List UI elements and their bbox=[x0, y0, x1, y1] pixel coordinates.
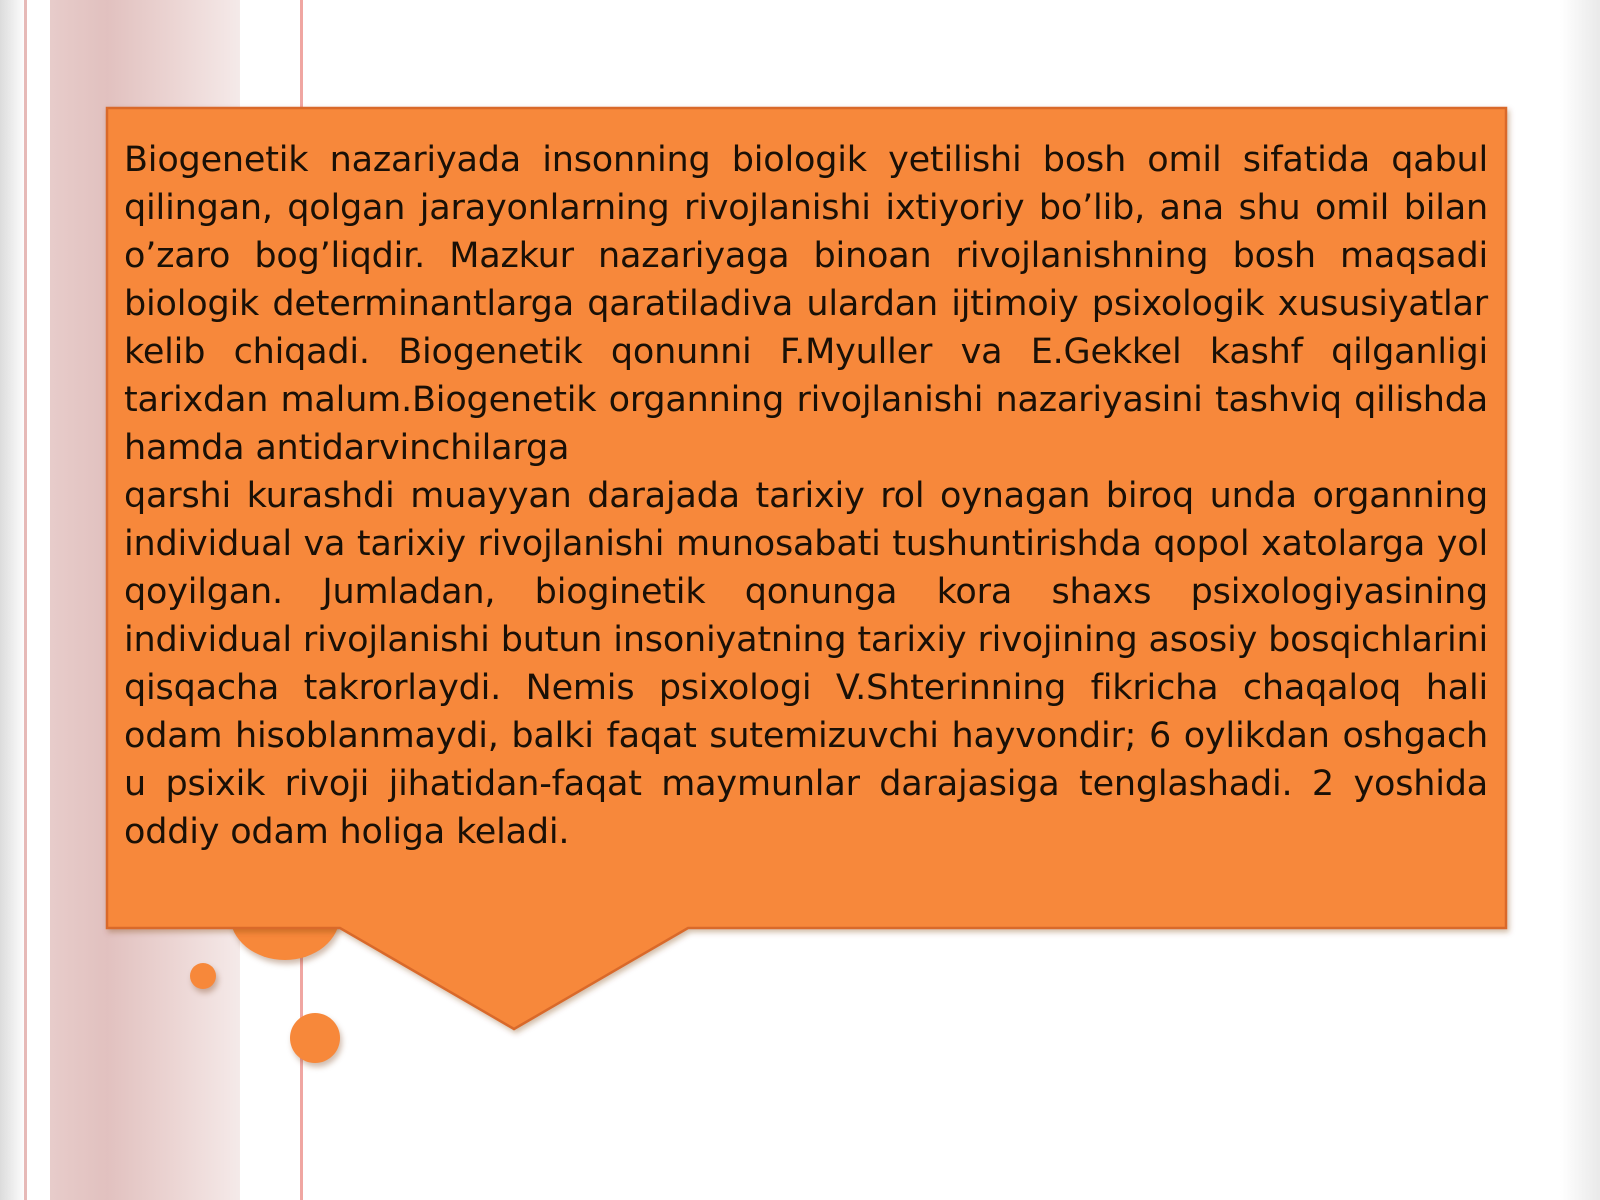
callout-text bbox=[124, 136, 1488, 856]
paragraph-2: qarshi kurashdi muayyan darajada tarixiy rol oynagan biroq unda organning individual va tarixiy rivojlanishi munosabati tushuntirishda qopol xatolarga yol qoyilgan. Jumladan, bioginetik qonunga kora shaxs psixologiyasining individual rivojlanishi butun insoniyatning tarixiy rivojining asosiy bosqichlarini qisqacha takrorlaydi. Nemis psixologi V.Shterinning fikricha chaqaloq hali odam hisoblanmaydi, balki faqat sutemizuvchi hayvondir; 6 oylikdan oshgach u psixik rivoji jihatidan-faqat maymunlar darajasiga tenglashadi. 2 yoshida oddiy odam holiga keladi. bbox=[124, 476, 1488, 852]
paragraph-1: Biogenetik nazariyada insonning biologik yetilishi bosh omil sifatida qabul qilingan, qolgan jarayonlarning rivojlanishi ixtiyoriy bo’lib, ana shu omil bilan o’zaro bog’liqdir. Mazkur nazariyaga binoan rivojlanishning bosh maqsadi biologik determinantlarga qaratiladiva ulardan ijtimoiy psixologik xususiyatlar kelib chiqadi. Biogenetik qonunni F.Myuller va E.Gekkel kashf qilganligi tarixdan malum.Biogenetik organning rivojlanishi nazariyasini tashviq qilishda hamda antidarvinchilarga bbox=[124, 140, 1488, 468]
